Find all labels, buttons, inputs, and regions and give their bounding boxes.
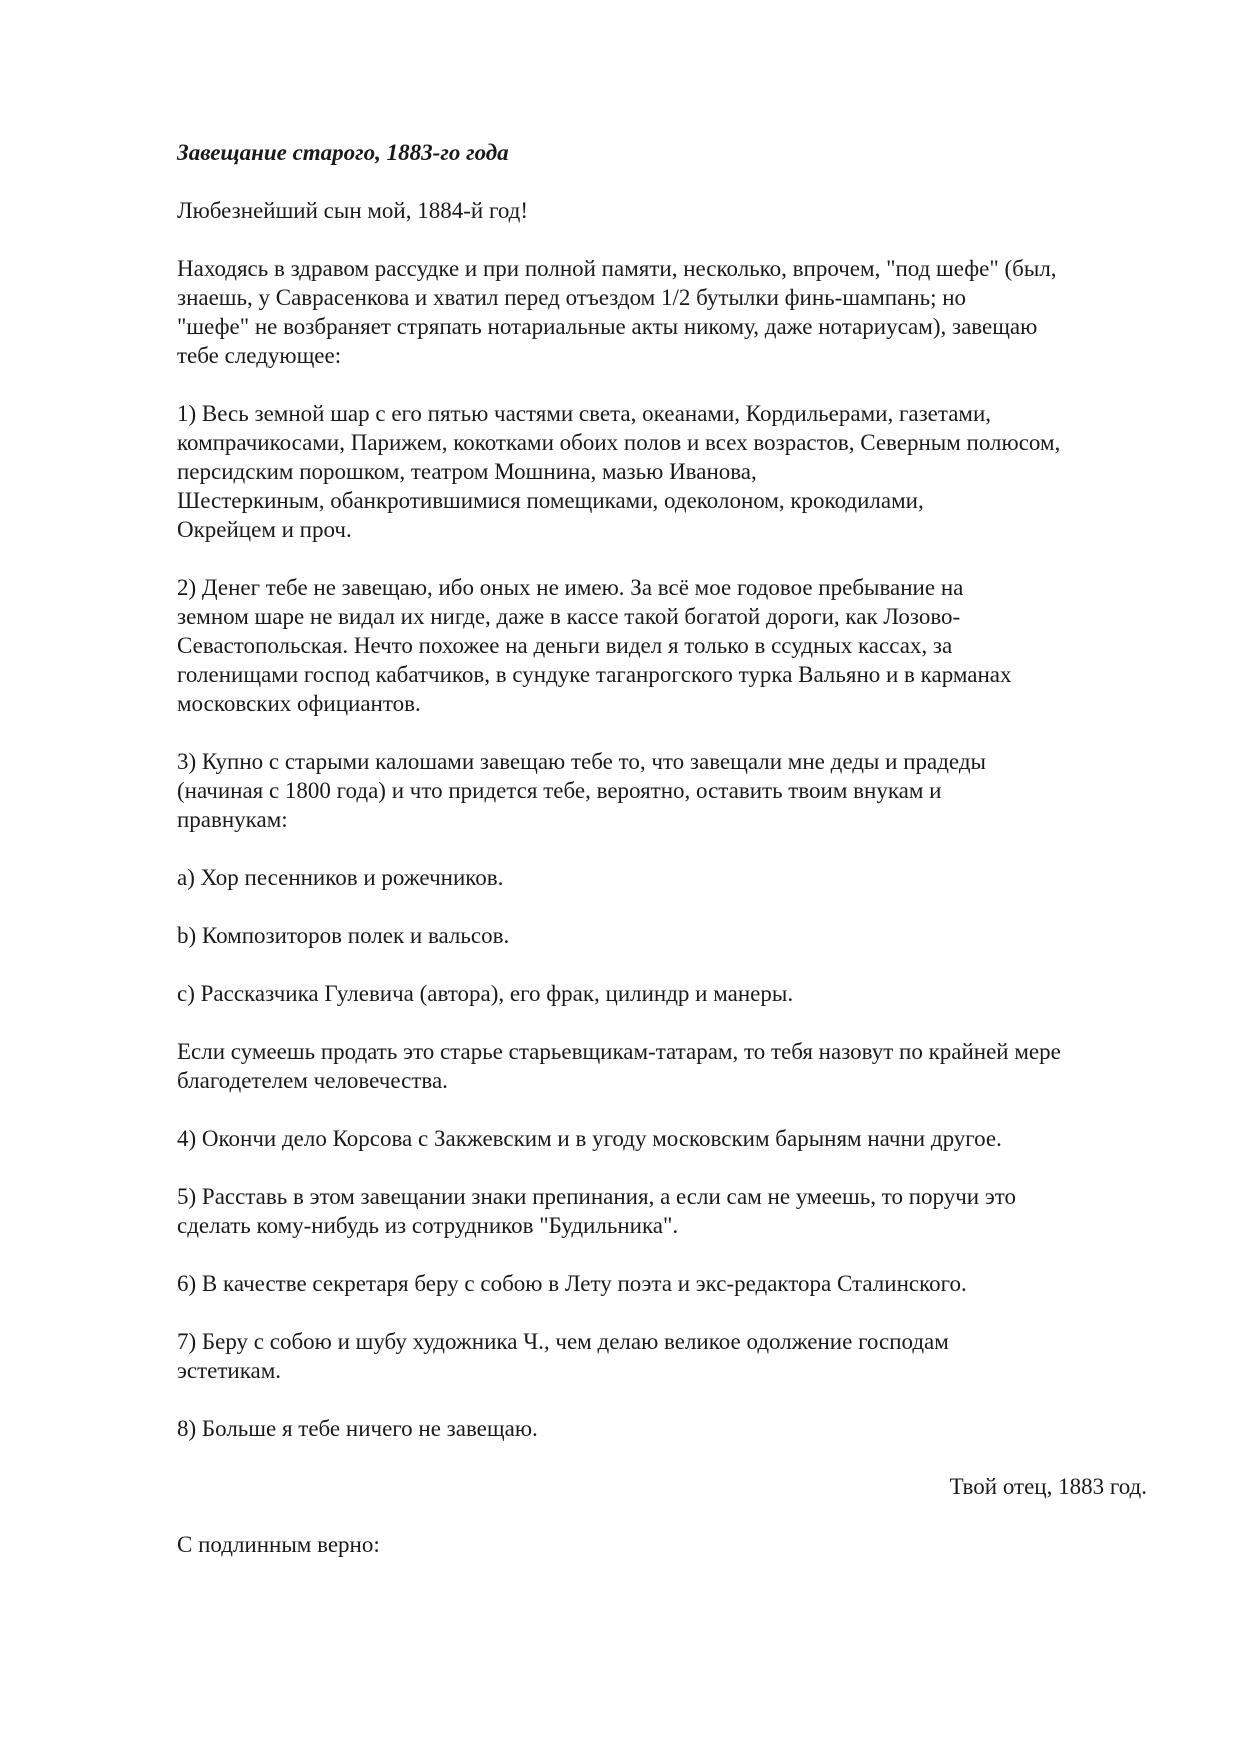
- closing-line: С подлинным верно:: [177, 1532, 380, 1557]
- paragraph: [177, 1269, 1157, 1298]
- text-line: 7) Беру с собою и шубу художника Ч., чем делаю великое одолжение господам: [177, 1329, 949, 1354]
- text-line: Окрейцем и проч.: [177, 517, 352, 542]
- text-line: компрачикосами, Парижем, кокотками обоих полов и всех возрастов, Северным полюсом,: [177, 430, 1061, 455]
- text-line: эстетикам.: [177, 1358, 282, 1383]
- text-line: Севастопольская. Нечто похожее на деньги видел я только в ссудных кассах, за: [177, 633, 953, 658]
- text-line: тебе следующее:: [177, 343, 342, 368]
- text-line: земном шаре не видал их нигде, даже в кассе такой богатой дороги, как Лозово-: [177, 604, 961, 629]
- document-title: Завещание старого, 1883-го года: [177, 140, 509, 165]
- paragraph: [177, 399, 1157, 544]
- paragraph: [177, 1124, 1157, 1153]
- text-line: знаешь, у Саврасенкова и хватил перед отъездом 1/2 бутылки финь-шампань; но: [177, 285, 967, 310]
- paragraph: [177, 1182, 1157, 1240]
- paragraph: [177, 196, 1157, 225]
- text-line: 3) Купно с старыми калошами завещаю тебе то, что завещали мне деды и прадеды: [177, 749, 986, 774]
- text-line: правнукам:: [177, 807, 288, 832]
- text-line: московских официантов.: [177, 691, 421, 716]
- text-line: Любезнейший сын мой, 1884-й год!: [177, 198, 529, 223]
- text-line: 6) В качестве секретаря беру с собою в Лету поэта и экс-редактора Сталинского.: [177, 1271, 967, 1296]
- text-line: 2) Денег тебе не завещаю, ибо оных не имею. За всё мое годовое пребывание на: [177, 575, 964, 600]
- paragraph: [177, 1327, 1157, 1385]
- text-line: 4) Окончи дело Корсова с Закжевским и в угоду московским барыням начни другое.: [177, 1126, 1002, 1151]
- text-line: голенищами господ кабатчиков, в сундуке таганрогского турка Вальяно и в карманах: [177, 662, 1012, 687]
- text-line: b) Композиторов полек и вальсов.: [177, 923, 510, 948]
- text-line: 8) Больше я тебе ничего не завещаю.: [177, 1416, 538, 1441]
- paragraph: [177, 979, 1157, 1008]
- text-line: Шестеркиным, обанкротившимися помещиками, одеколоном, крокодилами,: [177, 488, 924, 513]
- paragraph: [177, 921, 1157, 950]
- text-line: Если сумеешь продать это старье старьевщикам-татарам, то тебя назовут по крайней мере: [177, 1039, 1061, 1064]
- signature-line: Твой отец, 1883 год.: [949, 1474, 1147, 1499]
- paragraph: [177, 863, 1157, 892]
- text-line: Находясь в здравом рассудке и при полной памяти, несколько, впрочем, "под шефе" (был,: [177, 256, 1057, 281]
- text-line: а) Хор песенников и рожечников.: [177, 865, 504, 890]
- paragraph: [177, 747, 1157, 834]
- paragraph: [177, 254, 1157, 370]
- text-line: с) Рассказчика Гулевича (автора), его фрак, цилиндр и манеры.: [177, 981, 794, 1006]
- paragraph: [177, 573, 1157, 718]
- paragraph: [177, 1037, 1157, 1095]
- text-line: "шефе" не возбраняет стряпать нотариальные акты никому, даже нотариусам), завещаю: [177, 314, 1038, 339]
- paragraph: [177, 1414, 1157, 1443]
- document-body: [177, 138, 1157, 1588]
- text-line: 5) Расставь в этом завещании знаки препинания, а если сам не умеешь, то поручи это: [177, 1184, 1016, 1209]
- text-line: (начиная с 1800 года) и что придется тебе, вероятно, оставить твоим внукам и: [177, 778, 942, 803]
- text-line: 1) Весь земной шар с его пятью частями света, океанами, Кордильерами, газетами,: [177, 401, 992, 426]
- text-line: сделать кому-нибудь из сотрудников "Будильника".: [177, 1213, 679, 1238]
- text-line: благодетелем человечества.: [177, 1068, 448, 1093]
- paragraph-list: [177, 196, 1157, 1443]
- text-line: персидским порошком, театром Мошнина, мазью Иванова,: [177, 459, 757, 484]
